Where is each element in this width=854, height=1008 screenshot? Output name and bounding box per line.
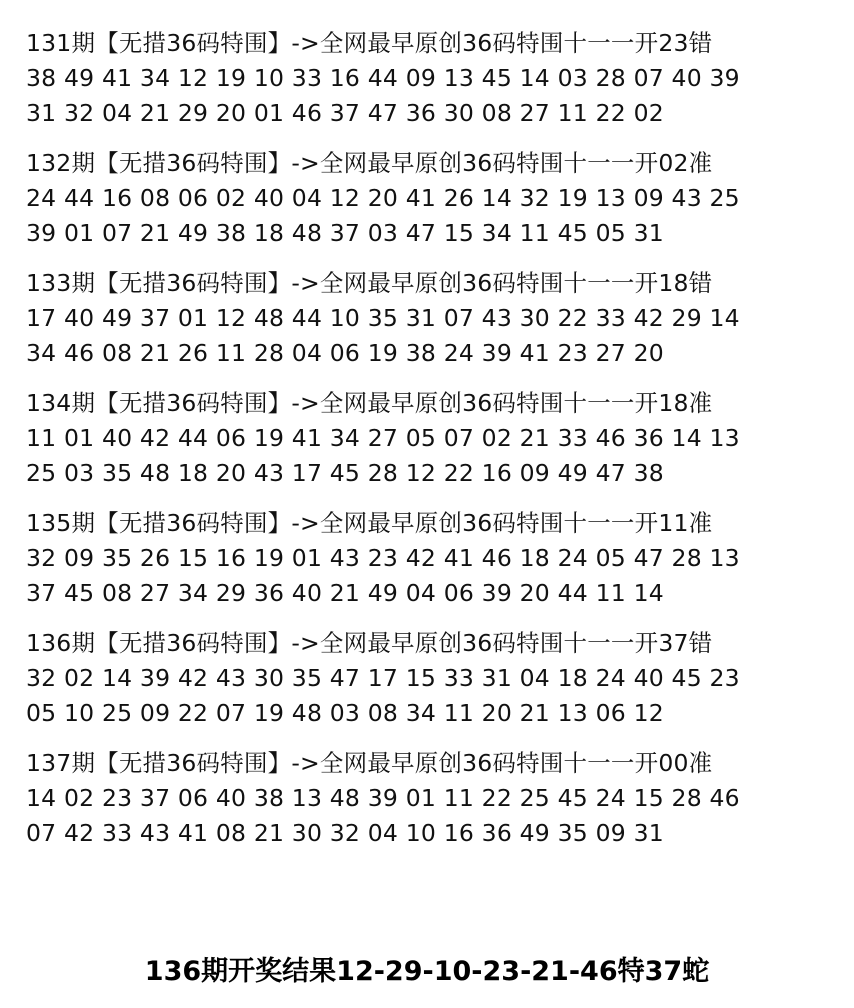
number-row: 32 02 14 39 42 43 30 35 47 17 15 33 31 04 18 24 40 45 23 <box>26 664 740 692</box>
prediction-list <box>26 26 826 866</box>
entry-header: 137期【无措36码特围】->全网最早原创36码特围十一一开00准 <box>26 749 713 777</box>
number-row: 24 44 16 08 06 02 40 04 12 20 41 26 14 32 19 13 09 43 25 <box>26 184 740 212</box>
draw-result-footer: 136期开奖结果12-29-10-23-21-46特37蛇 <box>144 956 710 987</box>
number-row: 37 45 08 27 34 29 36 40 21 49 04 06 39 20 44 11 14 <box>26 579 664 607</box>
entry-header: 132期【无措36码特围】->全网最早原创36码特围十一一开02准 <box>26 149 713 177</box>
entry-header: 134期【无措36码特围】->全网最早原创36码特围十一一开18准 <box>26 389 713 417</box>
number-row: 07 42 33 43 41 08 21 30 32 04 10 16 36 49 35 09 31 <box>26 819 664 847</box>
entry-131 <box>26 26 826 131</box>
entry-header: 135期【无措36码特围】->全网最早原创36码特围十一一开11准 <box>26 509 713 537</box>
entry-132 <box>26 146 826 251</box>
number-row: 31 32 04 21 29 20 01 46 37 47 36 30 08 27 11 22 02 <box>26 99 664 127</box>
number-row: 32 09 35 26 15 16 19 01 43 23 42 41 46 18 24 05 47 28 13 <box>26 544 740 572</box>
number-row: 34 46 08 21 26 11 28 04 06 19 38 24 39 41 23 27 20 <box>26 339 664 367</box>
entry-header: 131期【无措36码特围】->全网最早原创36码特围十一一开23错 <box>26 29 713 57</box>
entry-header: 133期【无措36码特围】->全网最早原创36码特围十一一开18错 <box>26 269 713 297</box>
number-row: 39 01 07 21 49 38 18 48 37 03 47 15 34 11 45 05 31 <box>26 219 664 247</box>
entry-135 <box>26 506 826 611</box>
number-row: 38 49 41 34 12 19 10 33 16 44 09 13 45 14 03 28 07 40 39 <box>26 64 740 92</box>
entry-137 <box>26 746 826 851</box>
entry-header: 136期【无措36码特围】->全网最早原创36码特围十一一开37错 <box>26 629 713 657</box>
number-row: 25 03 35 48 18 20 43 17 45 28 12 22 16 09 49 47 38 <box>26 459 664 487</box>
number-row: 11 01 40 42 44 06 19 41 34 27 05 07 02 21 33 46 36 14 13 <box>26 424 740 452</box>
entry-134 <box>26 386 826 491</box>
number-row: 05 10 25 09 22 07 19 48 03 08 34 11 20 21 13 06 12 <box>26 699 664 727</box>
number-row: 17 40 49 37 01 12 48 44 10 35 31 07 43 30 22 33 42 29 14 <box>26 304 740 332</box>
entry-136 <box>26 626 826 731</box>
number-row: 14 02 23 37 06 40 38 13 48 39 01 11 22 25 45 24 15 28 46 <box>26 784 740 812</box>
entry-133 <box>26 266 826 371</box>
